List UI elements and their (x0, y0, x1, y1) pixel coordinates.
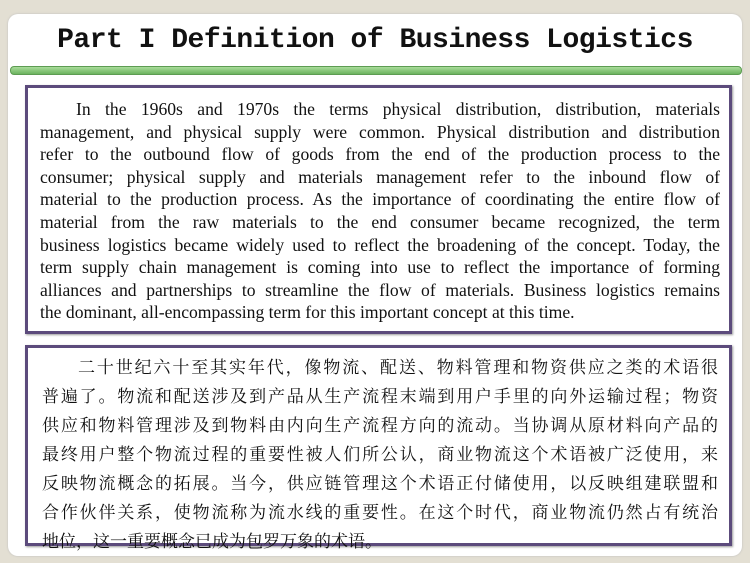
paragraph-line: 合作伙伴关系，使物流称为流水线的重要性。在这个时代，商业物流仍然占有统治 (42, 503, 718, 523)
slide-title: Part I Definition of Business Logistics (57, 25, 693, 56)
paragraph-line: In the 1960s and 1970s the terms physical distribution, distribution, materials (76, 99, 720, 119)
english-paragraph (40, 98, 720, 324)
paragraph-line: 最终用户整个物流过程的重要性被人们所公认，商业物流这个术语被广泛使用，来 (42, 445, 718, 465)
paragraph-line: 普遍了。物流和配送涉及到产品从生产流程末端到用户手里的向外运输过程；物资 (42, 387, 718, 407)
english-text-box (25, 85, 732, 334)
paragraph-line: consumer; physical supply and materials management refer to the inbound flow of (40, 166, 720, 187)
paragraph-line: 供应和物料管理涉及到物料由内向生产流程方向的流动。当协调从原材料向产品的 (42, 416, 718, 436)
paragraph-line: material from the raw materials to the end consumer became recognized, the term (40, 211, 720, 232)
paragraph-line: term supply chain management is coming into use to reflect the importance of forming (40, 257, 720, 278)
paragraph-line: business logistics became widely used to reflect the broadening of the concept. Today, the (40, 234, 720, 255)
paragraph-line: 地位，这一重要概念已成为包罗万象的术语。 (42, 532, 382, 552)
title-divider-bar (10, 66, 742, 75)
chinese-paragraph (42, 354, 718, 557)
paragraph-line: material to the production process. As the importance of coordinating the entire flow of (40, 189, 720, 210)
paragraph-line: alliances and partnerships to streamline the flow of materials. Business logistics remains (40, 279, 720, 300)
paragraph-line: 反映物流概念的拓展。当今，供应链管理这个术语正付储使用，以反映组建联盟和 (42, 474, 718, 494)
chinese-text-box (25, 345, 732, 552)
paragraph-line: 二十世纪六十至其实年代，像物流、配送、物料管理和物资供应之类的术语很 (78, 358, 718, 378)
paragraph-line: management, and physical supply were common. Physical distribution and distribution (40, 121, 720, 142)
paragraph-line: refer to the outbound flow of goods from the end of the production process to the (40, 144, 720, 165)
paragraph-line: the dominant, all-encompassing term for this important concept at this time. (40, 302, 575, 323)
